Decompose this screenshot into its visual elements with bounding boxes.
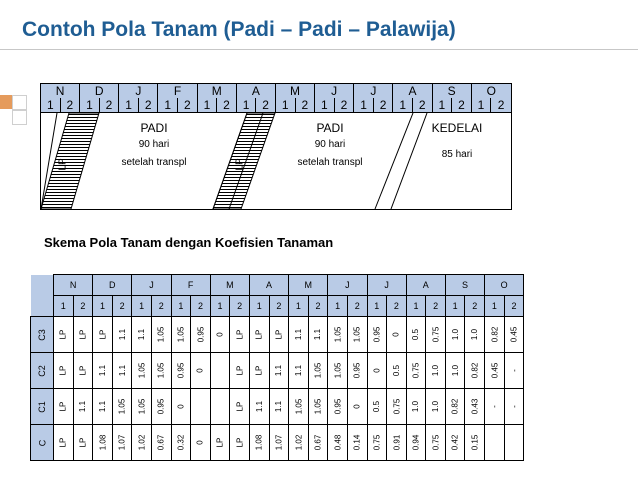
diagram-half-cell: 1 <box>237 98 257 112</box>
crop1-note: setelah transpl <box>121 157 187 168</box>
coefficient-cell <box>249 317 269 353</box>
coefficient-value: LP <box>235 329 245 340</box>
table-half-cell: 2 <box>191 296 211 317</box>
table-half-cell: 1 <box>406 296 426 317</box>
coefficient-value: 0.5 <box>411 328 421 341</box>
coefficient-value: 0.45 <box>509 326 519 343</box>
coefficient-value: 1.05 <box>137 362 147 379</box>
coefficient-cell <box>54 425 74 461</box>
coefficient-cell <box>387 353 407 389</box>
table-month-cell: M <box>210 275 249 296</box>
coefficient-cell <box>269 425 289 461</box>
crop2-note: setelah transpl <box>297 157 363 168</box>
coefficient-cell <box>387 389 407 425</box>
table-half-cell: 1 <box>171 296 191 317</box>
coefficient-value: 0 <box>352 404 362 409</box>
diagram-half-cell: 1 <box>433 98 453 112</box>
diagram-half-cell: 2 <box>413 98 433 112</box>
coefficient-cell <box>93 389 113 425</box>
coefficient-cell <box>191 317 211 353</box>
coefficient-value: - <box>509 405 519 408</box>
table-half-cell: 1 <box>289 296 309 317</box>
row-label <box>31 317 54 353</box>
coefficient-cell <box>112 389 132 425</box>
coefficient-cell <box>328 425 348 461</box>
coefficient-value: LP <box>78 329 88 340</box>
coefficient-cell <box>367 425 387 461</box>
crop1-duration: 90 hari <box>138 139 170 150</box>
coefficient-cell <box>230 389 250 425</box>
crop3-name: KEDELAI <box>431 121 483 135</box>
diagram-half-cell: 1 <box>119 98 139 112</box>
table-half-cell: 2 <box>112 296 132 317</box>
coefficient-cell <box>426 353 446 389</box>
table-half-cell: 2 <box>73 296 93 317</box>
table-half-cell: 2 <box>230 296 250 317</box>
crop2-duration: 90 hari <box>314 139 346 150</box>
coefficient-value: 0 <box>215 332 225 337</box>
diagram-month-cell: A <box>393 84 432 98</box>
coefficient-cell <box>151 425 171 461</box>
coefficient-value: 0.95 <box>176 362 186 379</box>
coefficient-cell <box>485 317 505 353</box>
coefficient-cell <box>191 425 211 461</box>
diagram-month-cell: M <box>276 84 315 98</box>
coefficient-cell <box>406 425 426 461</box>
table-half-cell: 2 <box>387 296 407 317</box>
coefficient-cell <box>347 353 367 389</box>
coefficient-cell <box>485 389 505 425</box>
coefficient-value: 1.1 <box>117 328 127 341</box>
coefficient-cell <box>210 425 230 461</box>
coefficient-cell <box>54 353 74 389</box>
coefficient-cell <box>445 317 465 353</box>
coefficient-value: 0.5 <box>372 400 382 413</box>
diagram-month-cell: J <box>315 84 354 98</box>
coefficient-value: LP <box>274 329 284 340</box>
coefficient-value: 0.94 <box>411 434 421 451</box>
coefficient-value: 1.0 <box>450 328 460 341</box>
coefficient-cell <box>171 389 191 425</box>
coefficient-cell <box>249 353 269 389</box>
coefficient-cell <box>465 425 485 461</box>
coefficient-value: 1.1 <box>97 400 107 413</box>
crop-coefficient-table <box>30 274 524 461</box>
coefficient-cell <box>308 317 328 353</box>
coefficient-cell <box>347 389 367 425</box>
coefficient-value: 1.1 <box>274 400 284 413</box>
coefficient-value: LP <box>58 437 68 448</box>
half-month-header-row <box>41 98 511 113</box>
table-month-cell: A <box>249 275 288 296</box>
coefficient-cell <box>132 389 152 425</box>
row-label-text: C <box>37 439 47 446</box>
coefficient-cell <box>171 317 191 353</box>
coefficient-cell <box>269 317 289 353</box>
month-header-row <box>41 84 511 99</box>
coefficient-cell <box>210 317 230 353</box>
diagram-half-cell: 1 <box>315 98 335 112</box>
coefficient-value: 1.05 <box>156 362 166 379</box>
diagram-month-cell: F <box>158 84 197 98</box>
coefficient-value: 0.43 <box>470 398 480 415</box>
row-label-text: C3 <box>36 328 47 341</box>
coefficient-cell <box>191 389 211 425</box>
table-month-cell: D <box>93 275 132 296</box>
decor-box <box>12 95 27 110</box>
coefficient-cell <box>230 317 250 353</box>
coefficient-cell <box>367 317 387 353</box>
table-half-cell: 1 <box>210 296 230 317</box>
coefficient-value: 1.0 <box>431 400 441 413</box>
table-half-cell: 2 <box>269 296 289 317</box>
coefficient-cell <box>151 389 171 425</box>
coefficient-value: 0.95 <box>156 398 166 415</box>
coefficient-cell <box>132 425 152 461</box>
coefficient-value: 0.82 <box>470 362 480 379</box>
coefficient-value: 1.0 <box>411 400 421 413</box>
coefficient-value: 1.1 <box>254 400 264 413</box>
coefficient-cell <box>328 353 348 389</box>
coefficient-cell <box>308 389 328 425</box>
coefficient-value: 0.15 <box>470 434 480 451</box>
coefficient-value: LP <box>58 401 68 412</box>
coefficient-cell <box>465 389 485 425</box>
table-month-cell: J <box>328 275 367 296</box>
cropping-pattern-diagram <box>40 83 512 210</box>
coefficient-cell <box>406 353 426 389</box>
coefficient-cell <box>406 389 426 425</box>
coefficient-cell <box>426 389 446 425</box>
coefficient-cell <box>289 353 309 389</box>
coefficient-value: 1.1 <box>97 364 107 377</box>
table-half-cell: 1 <box>54 296 74 317</box>
coefficient-value: 0.75 <box>372 434 382 451</box>
coefficient-value: 1.1 <box>117 364 127 377</box>
coefficient-value: 1.05 <box>156 326 166 343</box>
coefficient-value: 0 <box>391 332 401 337</box>
coefficient-value: LP <box>235 401 245 412</box>
table-month-cell: O <box>485 275 524 296</box>
coefficient-value: 0.82 <box>450 398 460 415</box>
coefficient-value: 1.1 <box>313 328 323 341</box>
coefficient-value: 0.95 <box>195 326 205 343</box>
coefficient-value: 0.48 <box>333 434 343 451</box>
table-half-cell: 2 <box>504 296 524 317</box>
coefficient-value: LP <box>97 329 107 340</box>
coefficient-value: 0.5 <box>391 364 401 377</box>
table-half-cell: 2 <box>347 296 367 317</box>
row-label <box>31 389 54 425</box>
coefficient-cell <box>73 425 93 461</box>
coefficient-cell <box>445 353 465 389</box>
coefficient-value: LP <box>58 365 68 376</box>
coefficient-cell <box>132 353 152 389</box>
coefficient-value: 0.45 <box>489 362 499 379</box>
table-half-cell: 1 <box>445 296 465 317</box>
diagram-month-cell: J <box>119 84 158 98</box>
coefficient-value: 0.75 <box>431 326 441 343</box>
row-label <box>31 425 54 461</box>
coefficient-value: 0.95 <box>352 362 362 379</box>
diagram-half-cell: 2 <box>61 98 81 112</box>
coefficient-value: 1.1 <box>293 364 303 377</box>
coefficient-cell <box>112 353 132 389</box>
coefficient-value: 0.95 <box>333 398 343 415</box>
coefficient-value: 1.1 <box>137 328 147 341</box>
coefficient-value: 1.1 <box>293 328 303 341</box>
coefficient-cell <box>485 425 505 461</box>
table-month-row <box>31 275 524 296</box>
diagram-month-cell: A <box>237 84 276 98</box>
table-month-cell: S <box>445 275 484 296</box>
coefficient-cell <box>93 425 113 461</box>
coefficient-cell <box>504 425 524 461</box>
coefficient-value: LP <box>78 437 88 448</box>
coefficient-cell <box>289 317 309 353</box>
diagram-half-cell: 1 <box>276 98 296 112</box>
diagram-half-cell: 1 <box>80 98 100 112</box>
coefficient-value: 0 <box>176 404 186 409</box>
coefficient-cell <box>132 317 152 353</box>
coefficient-cell <box>249 389 269 425</box>
coefficient-cell <box>426 425 446 461</box>
coefficient-cell <box>73 389 93 425</box>
crop1-name: PADI <box>140 121 168 135</box>
coefficient-cell <box>112 317 132 353</box>
coefficient-value: 1.05 <box>333 326 343 343</box>
coefficient-value: LP <box>235 437 245 448</box>
diagram-half-cell: 1 <box>393 98 413 112</box>
coefficient-cell <box>210 353 230 389</box>
diagram-month-cell: M <box>198 84 237 98</box>
coefficient-value: 1.05 <box>293 398 303 415</box>
coefficient-cell <box>347 317 367 353</box>
diagram-month-cell: J <box>354 84 393 98</box>
coefficient-value: 0.95 <box>372 326 382 343</box>
coefficient-value: 0.67 <box>156 434 166 451</box>
table-row <box>31 425 524 461</box>
coefficient-value: 0.91 <box>391 434 401 451</box>
coefficient-cell <box>54 317 74 353</box>
diagram-half-cell: 2 <box>139 98 159 112</box>
coefficient-value: - <box>489 405 499 408</box>
coefficient-cell <box>151 353 171 389</box>
coefficient-cell <box>171 353 191 389</box>
crop3-duration: 85 hari <box>441 149 473 160</box>
coefficient-cell <box>465 317 485 353</box>
row-label-text: C1 <box>36 400 47 413</box>
coefficient-cell <box>249 425 269 461</box>
coefficient-value: 1.05 <box>117 398 127 415</box>
coefficient-cell <box>308 425 328 461</box>
coefficient-cell <box>210 389 230 425</box>
coefficient-value: 1.0 <box>450 364 460 377</box>
table-half-row <box>31 296 524 317</box>
table-half-cell: 2 <box>426 296 446 317</box>
diagram-month-cell: D <box>80 84 119 98</box>
coefficient-cell <box>73 353 93 389</box>
coefficient-value: 1.05 <box>333 362 343 379</box>
coefficient-cell <box>54 389 74 425</box>
coefficient-value: 0.75 <box>431 434 441 451</box>
coefficient-value: 1.02 <box>137 434 147 451</box>
coefficient-cell <box>504 317 524 353</box>
coefficient-cell <box>151 317 171 353</box>
coefficient-cell <box>112 425 132 461</box>
coefficient-cell <box>387 317 407 353</box>
table-half-cell: 1 <box>132 296 152 317</box>
table-month-cell: J <box>367 275 406 296</box>
coefficient-cell <box>504 389 524 425</box>
coefficient-cell <box>269 389 289 425</box>
diagram-half-cell: 1 <box>472 98 492 112</box>
coefficient-value: LP <box>254 329 264 340</box>
decor-box <box>12 110 27 125</box>
diagram-month-cell: N <box>41 84 80 98</box>
section-subtitle: Skema Pola Tanam dengan Koefisien Tanaman <box>44 235 334 250</box>
table-half-cell: 1 <box>485 296 505 317</box>
table-half-cell: 2 <box>151 296 171 317</box>
diagram-month-cell: O <box>486 84 496 98</box>
coefficient-value: 1.05 <box>137 398 147 415</box>
coefficient-value: 1.02 <box>293 434 303 451</box>
table-row <box>31 389 524 425</box>
table-half-cell: 1 <box>367 296 387 317</box>
coefficient-cell <box>367 389 387 425</box>
table-half-cell: 1 <box>93 296 113 317</box>
coefficient-value: 1.05 <box>176 326 186 343</box>
coefficient-value: LP <box>78 365 88 376</box>
coefficient-cell <box>191 353 211 389</box>
coefficient-value: 0.75 <box>411 362 421 379</box>
coefficient-value: 1.0 <box>470 328 480 341</box>
coefficient-cell <box>93 317 113 353</box>
diagram-half-cell: 2 <box>217 98 237 112</box>
lp-label-1: LP <box>57 158 69 171</box>
coefficient-cell <box>445 389 465 425</box>
coefficient-value: 0.67 <box>313 434 323 451</box>
row-label <box>31 353 54 389</box>
coefficient-cell <box>445 425 465 461</box>
coefficient-value: 0.42 <box>450 434 460 451</box>
crop2-name: PADI <box>316 121 344 135</box>
table-month-cell: N <box>54 275 93 296</box>
coefficient-cell <box>426 317 446 353</box>
diagram-half-cell: 2 <box>452 98 472 112</box>
coefficient-cell <box>230 353 250 389</box>
coefficient-value: LP <box>254 365 264 376</box>
coefficient-cell <box>347 425 367 461</box>
diagram-half-cell: 1 <box>198 98 218 112</box>
diagram-half-cell: 1 <box>354 98 374 112</box>
table-month-cell: F <box>171 275 210 296</box>
coefficient-cell <box>406 317 426 353</box>
coefficient-value: 1.1 <box>78 400 88 413</box>
diagram-half-cell: 2 <box>497 98 505 112</box>
diagram-half-cell: 1 <box>158 98 178 112</box>
coefficient-value: LP <box>58 329 68 340</box>
coefficient-value: 0 <box>195 368 205 373</box>
coefficient-cell <box>328 317 348 353</box>
coefficient-value: 1.07 <box>274 434 284 451</box>
table-corner <box>31 296 54 317</box>
coefficient-cell <box>367 353 387 389</box>
coefficient-value: 1.05 <box>313 398 323 415</box>
coefficient-cell <box>387 425 407 461</box>
table-month-cell: A <box>406 275 445 296</box>
diagram-half-cell: 2 <box>374 98 394 112</box>
diagram-body <box>41 113 511 209</box>
coefficient-value: 0 <box>195 440 205 445</box>
coefficient-cell <box>289 425 309 461</box>
table-half-cell: 1 <box>328 296 348 317</box>
coefficient-value: 0.32 <box>176 434 186 451</box>
title-underline <box>0 49 638 50</box>
coefficient-value: 0.14 <box>352 434 362 451</box>
coefficient-cell <box>504 353 524 389</box>
row-label-text: C2 <box>36 364 47 377</box>
diagram-month-cell: S <box>433 84 472 98</box>
coefficient-cell <box>269 353 289 389</box>
coefficient-cell <box>171 425 191 461</box>
coefficient-value: 1.08 <box>97 434 107 451</box>
coefficient-value: LP <box>235 365 245 376</box>
coefficient-value: - <box>509 369 519 372</box>
coefficient-value: 0.82 <box>489 326 499 343</box>
table-month-cell: J <box>132 275 171 296</box>
lp-label-2: LP <box>234 158 246 171</box>
coefficient-cell <box>230 425 250 461</box>
coefficient-cell <box>73 317 93 353</box>
diagram-half-cell: 1 <box>41 98 61 112</box>
coefficient-value: LP <box>215 437 225 448</box>
coefficient-value: 1.05 <box>352 326 362 343</box>
table-row <box>31 353 524 389</box>
coefficient-value: 1.1 <box>274 364 284 377</box>
table-month-cell: M <box>289 275 328 296</box>
coefficient-cell <box>485 353 505 389</box>
table-corner <box>31 275 54 296</box>
coefficient-value: 1.08 <box>254 434 264 451</box>
coefficient-cell <box>93 353 113 389</box>
coefficient-cell <box>328 389 348 425</box>
coefficient-cell <box>308 353 328 389</box>
coefficient-cell <box>465 353 485 389</box>
table-half-cell: 2 <box>465 296 485 317</box>
diagram-half-cell: 2 <box>256 98 276 112</box>
table-row <box>31 317 524 353</box>
coefficient-cell <box>289 389 309 425</box>
coefficient-value: 1.05 <box>313 362 323 379</box>
diagram-half-cell: 2 <box>296 98 316 112</box>
coefficient-value: 1.07 <box>117 434 127 451</box>
coefficient-value: 1.0 <box>431 364 441 377</box>
coefficient-value: 0.75 <box>391 398 401 415</box>
slide-title: Contoh Pola Tanam (Padi – Padi – Palawija) <box>22 18 456 41</box>
table-half-cell: 2 <box>308 296 328 317</box>
diagram-half-cell: 2 <box>178 98 198 112</box>
land-prep-1-hatch <box>41 113 99 209</box>
table-half-cell: 1 <box>249 296 269 317</box>
diagram-half-cell: 2 <box>335 98 355 112</box>
diagram-half-cell: 2 <box>100 98 120 112</box>
coefficient-value: 0 <box>372 368 382 373</box>
